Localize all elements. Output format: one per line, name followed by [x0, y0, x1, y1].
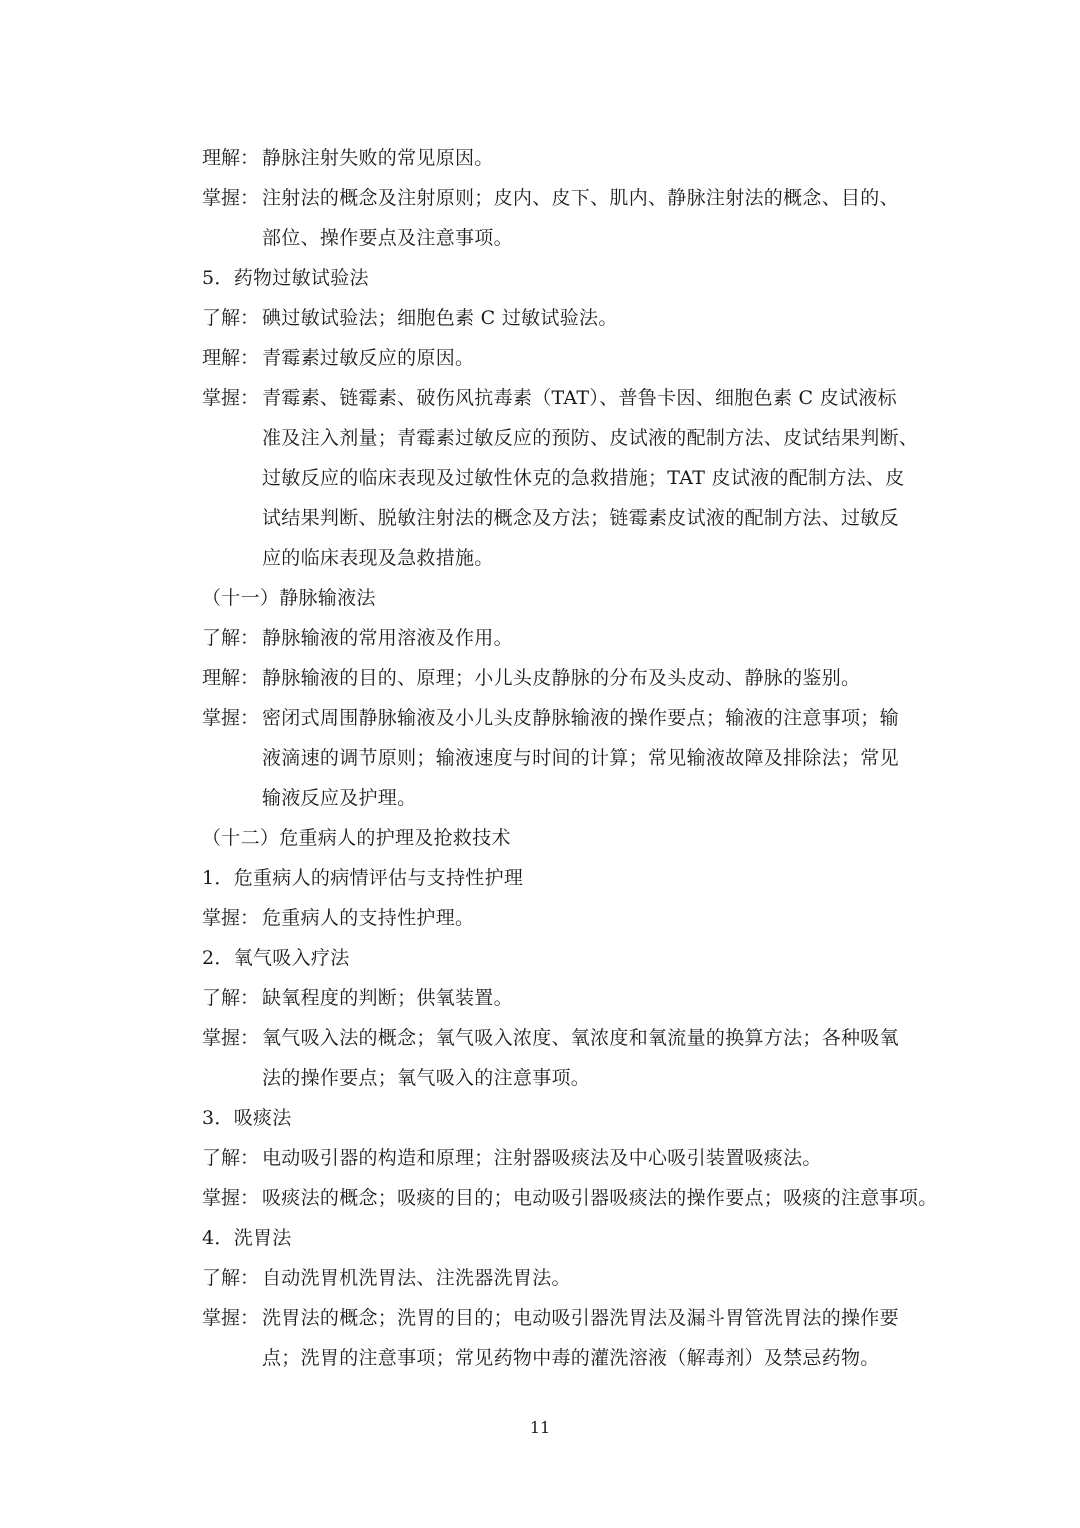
- section-heading: （十二）危重病人的护理及抢救技术: [202, 827, 511, 849]
- requirement-label: 掌握：: [202, 1027, 260, 1049]
- text-line: 危重病人的支持性护理。: [262, 907, 475, 929]
- text-line: 洗胃法的概念；洗胃的目的；电动吸引器洗胃法及漏斗胃管洗胃法的操作要: [262, 1307, 899, 1329]
- text-line: 静脉输液的目的、原理；小儿头皮静脉的分布及头皮动、静脉的鉴别。: [262, 667, 861, 689]
- requirement-text: [262, 1298, 932, 1378]
- page-number: 11: [529, 1418, 551, 1437]
- requirement-label: 理解：: [202, 667, 260, 689]
- requirement-label: 了解：: [202, 627, 260, 649]
- requirement-text: [262, 658, 932, 698]
- section-heading: 2．氧气吸入疗法: [202, 947, 350, 969]
- requirement-item: [202, 298, 932, 338]
- text-line: 青霉素、链霉素、破伤风抗毒素（TAT）、普鲁卡因、细胞色素 C 皮试液标: [262, 387, 897, 409]
- text-line: 应的临床表现及急救措施。: [262, 547, 494, 569]
- text-line: 液滴速的调节原则；输液速度与时间的计算；常见输液故障及排除法；常见: [262, 747, 899, 769]
- section-heading: （十一）静脉输液法: [202, 587, 376, 609]
- text-line: 部位、操作要点及注意事项。: [262, 227, 513, 249]
- requirement-text: [262, 618, 932, 658]
- requirement-label: 了解：: [202, 987, 260, 1009]
- requirement-text: [262, 1138, 932, 1178]
- text-line: 过敏反应的临床表现及过敏性休克的急救措施；TAT 皮试液的配制方法、皮: [262, 467, 905, 489]
- requirement-item: [202, 898, 932, 938]
- text-line: 碘过敏试验法；细胞色素 C 过敏试验法。: [262, 307, 618, 329]
- section-heading: 5．药物过敏试验法: [202, 267, 369, 289]
- requirement-item: [202, 658, 932, 698]
- text-line: 自动洗胃机洗胃法、注洗器洗胃法。: [262, 1267, 571, 1289]
- requirement-item: [202, 1138, 932, 1178]
- requirement-text: [262, 338, 932, 378]
- requirement-text: [262, 1018, 932, 1098]
- requirement-item: [202, 1258, 932, 1298]
- text-line: 注射法的概念及注射原则；皮内、皮下、肌内、静脉注射法的概念、目的、: [262, 187, 899, 209]
- requirement-text: [262, 898, 932, 938]
- text-line: 试结果判断、脱敏注射法的概念及方法；链霉素皮试液的配制方法、过敏反: [262, 507, 899, 529]
- text-line: 点；洗胃的注意事项；常见药物中毒的灌洗溶液（解毒剂）及禁忌药物。: [262, 1347, 880, 1369]
- requirement-item: [202, 378, 932, 578]
- requirement-label: 了解：: [202, 1147, 260, 1169]
- requirement-label: 掌握：: [202, 907, 260, 929]
- requirement-label: 掌握：: [202, 187, 260, 209]
- section-heading: 3．吸痰法: [202, 1107, 292, 1129]
- page-content: [202, 138, 938, 1378]
- requirement-label: 了解：: [202, 1267, 260, 1289]
- requirement-text: [262, 698, 932, 818]
- requirement-item: [202, 978, 932, 1018]
- requirement-text: [262, 378, 932, 578]
- section-heading: 4．洗胃法: [202, 1227, 292, 1249]
- requirement-text: [262, 1258, 932, 1298]
- requirement-text: [262, 178, 932, 258]
- text-line: 电动吸引器的构造和原理；注射器吸痰法及中心吸引装置吸痰法。: [262, 1147, 822, 1169]
- requirement-item: [202, 178, 932, 258]
- requirement-item: [202, 1298, 932, 1378]
- requirement-label: 理解：: [202, 147, 260, 169]
- requirement-item: [202, 138, 932, 178]
- text-line: 吸痰法的概念；吸痰的目的；电动吸引器吸痰法的操作要点；吸痰的注意事项。: [262, 1187, 938, 1209]
- requirement-item: [202, 338, 932, 378]
- requirement-item: [202, 1018, 932, 1098]
- requirement-text: [262, 298, 932, 338]
- text-line: 缺氧程度的判断；供氧装置。: [262, 987, 513, 1009]
- text-line: 氧气吸入法的概念；氧气吸入浓度、氧浓度和氧流量的换算方法；各种吸氧: [262, 1027, 899, 1049]
- text-line: 输液反应及护理。: [262, 787, 417, 809]
- requirement-item: [202, 698, 932, 818]
- requirement-label: 理解：: [202, 347, 260, 369]
- requirement-text: [262, 1178, 938, 1218]
- requirement-label: 了解：: [202, 307, 260, 329]
- requirement-text: [262, 138, 932, 178]
- text-line: 准及注入剂量；青霉素过敏反应的预防、皮试液的配制方法、皮试结果判断、: [262, 427, 919, 449]
- requirement-label: 掌握：: [202, 1187, 260, 1209]
- requirement-item: [202, 618, 932, 658]
- text-line: 青霉素过敏反应的原因。: [262, 347, 475, 369]
- text-line: 静脉注射失败的常见原因。: [262, 147, 494, 169]
- text-line: 密闭式周围静脉输液及小儿头皮静脉输液的操作要点；输液的注意事项；输: [262, 707, 899, 729]
- text-line: 静脉输液的常用溶液及作用。: [262, 627, 513, 649]
- requirement-label: 掌握：: [202, 1307, 260, 1329]
- requirement-label: 掌握：: [202, 707, 260, 729]
- text-line: 法的操作要点；氧气吸入的注意事项。: [262, 1067, 591, 1089]
- requirement-item: [202, 1178, 938, 1218]
- requirement-text: [262, 978, 932, 1018]
- requirement-label: 掌握：: [202, 387, 260, 409]
- section-heading: 1．危重病人的病情评估与支持性护理: [202, 867, 524, 889]
